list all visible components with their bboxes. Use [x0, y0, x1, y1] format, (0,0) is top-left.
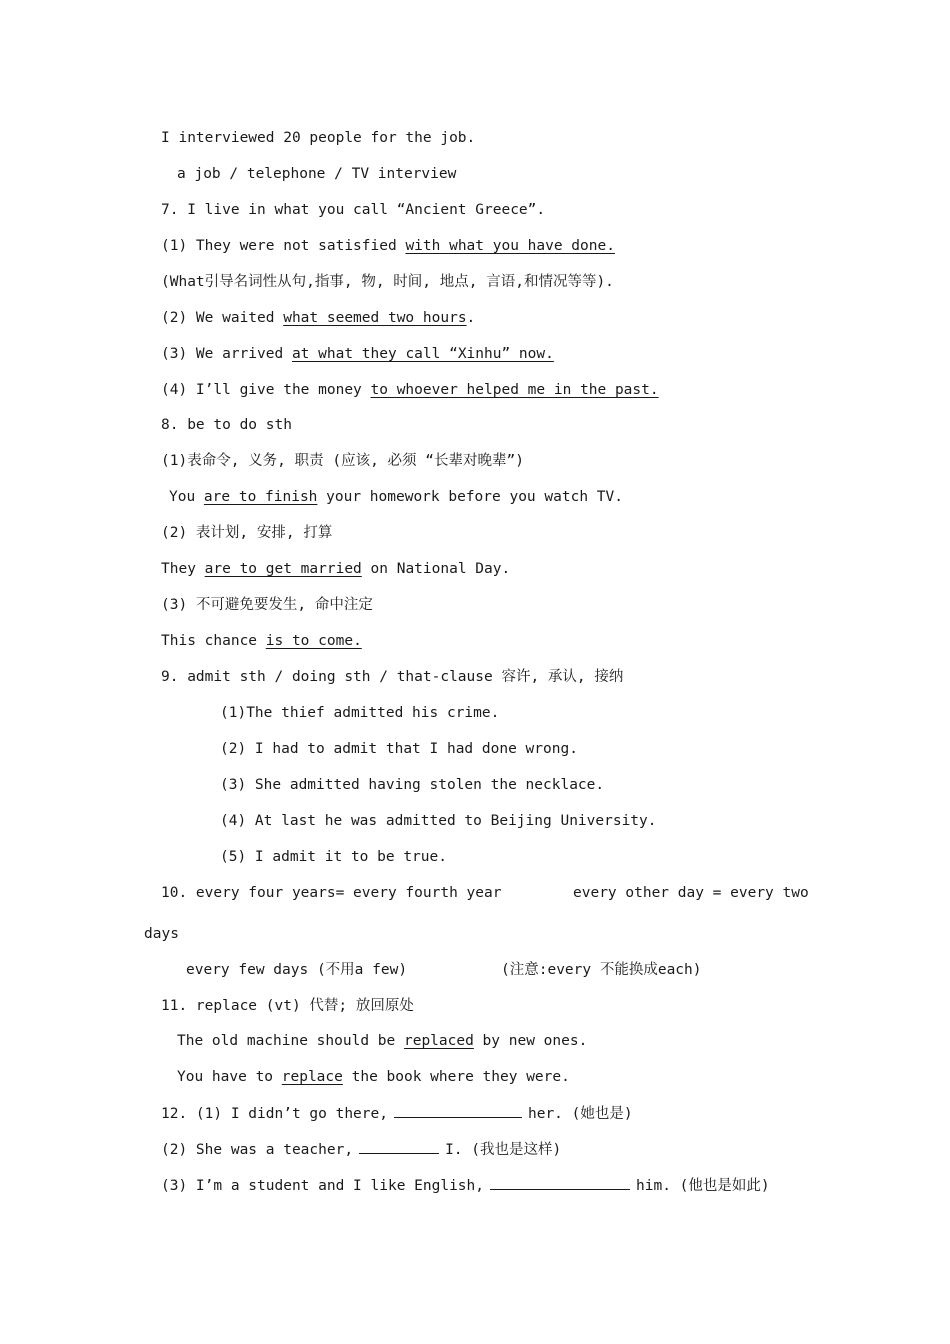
- example-line: [161, 128, 475, 148]
- text: 11. replace (vt) 代替; 放回原处: [161, 998, 414, 1014]
- text: the book where they were.: [342, 1069, 570, 1085]
- example-line: [220, 811, 657, 831]
- text: The old machine should be: [177, 1033, 404, 1049]
- section-heading-7: [161, 200, 545, 220]
- text: (3) I’m a student and I like English,: [161, 1178, 485, 1194]
- text: (3) She admitted having stolen the necklace.: [220, 777, 605, 793]
- underlined-phrase: are to get married: [204, 561, 362, 577]
- section-heading-11: [161, 996, 414, 1016]
- text: by new ones.: [473, 1033, 588, 1049]
- example-line: [177, 1031, 587, 1051]
- note-line: [161, 451, 524, 471]
- text: You have to: [177, 1069, 282, 1085]
- text: 8. be to do sth: [161, 417, 292, 433]
- underlined-phrase: what seemed two hours: [283, 310, 467, 326]
- text: him. (他也是如此): [636, 1178, 770, 1194]
- underlined-phrase: to whoever helped me in the past.: [370, 382, 659, 398]
- example-line: [186, 960, 407, 980]
- example-line: [220, 703, 499, 723]
- text: (2) She was a teacher,: [161, 1142, 354, 1158]
- example-line: [573, 883, 809, 903]
- text: They: [161, 561, 205, 577]
- underlined-phrase: is to come.: [265, 633, 362, 649]
- text: You: [169, 489, 204, 505]
- text: (5) I admit it to be true.: [220, 849, 447, 865]
- text: (4) At last he was admitted to Beijing University.: [220, 813, 657, 829]
- text: (What引导名词性从句,指事, 物, 时间, 地点, 言语,和情况等等).: [161, 274, 614, 290]
- fill-in-blank[interactable]: [394, 1103, 522, 1118]
- note-line: [161, 523, 332, 543]
- underlined-phrase: with what you have done.: [405, 238, 615, 254]
- example-line: [220, 775, 604, 795]
- example-line: [177, 1067, 570, 1087]
- underlined-phrase: replace: [281, 1069, 343, 1085]
- note-line: [161, 272, 614, 292]
- text: every other day = every two: [573, 885, 809, 901]
- exercise-line: [161, 1103, 633, 1124]
- example-line: [161, 631, 362, 651]
- text: (1) They were not satisfied: [161, 238, 406, 254]
- fill-in-blank[interactable]: [359, 1139, 439, 1154]
- underlined-phrase: are to finish: [203, 489, 318, 505]
- text: 7. I live in what you call “Ancient Greece”.: [161, 202, 546, 218]
- text: (3) We arrived: [161, 346, 292, 362]
- text: (2) 表计划, 安排, 打算: [161, 525, 333, 541]
- exercise-line: [161, 1139, 561, 1160]
- underlined-phrase: replaced: [403, 1033, 474, 1049]
- text: (1)表命令, 义务, 职责 (应该, 必须 “长辈对晚辈”): [161, 453, 524, 469]
- section-heading-10: [161, 883, 501, 903]
- text: (3) 不可避免要发生, 命中注定: [161, 597, 373, 613]
- text: 12. (1) I didn’t go there,: [161, 1106, 388, 1122]
- example-line: [161, 236, 615, 256]
- text: (注意:every 不能换成each): [501, 962, 702, 978]
- exercise-line: [161, 1175, 770, 1196]
- text: 9. admit sth / doing sth / that-clause 容许, 承认, 接纳: [161, 669, 624, 685]
- example-line: [220, 739, 578, 759]
- text: (2) I had to admit that I had done wrong.: [220, 741, 578, 757]
- fill-in-blank[interactable]: [490, 1175, 630, 1190]
- example-line: [161, 380, 659, 400]
- text: 10. every four years= every fourth year: [161, 885, 502, 901]
- text: .: [466, 310, 476, 326]
- note-line: [161, 595, 373, 615]
- example-line: [169, 487, 623, 507]
- text: (1)The thief admitted his crime.: [220, 705, 500, 721]
- example-line: [161, 308, 475, 328]
- text: I. (我也是这样): [445, 1142, 562, 1158]
- text: a job / telephone / TV interview: [177, 166, 457, 182]
- section-heading-9: [161, 667, 623, 687]
- example-line: [161, 344, 554, 364]
- text: days: [144, 926, 179, 942]
- text: every few days (不用a few): [186, 962, 408, 978]
- text: This chance: [161, 633, 266, 649]
- text: her. (她也是): [527, 1106, 633, 1122]
- section-heading-8: [161, 415, 292, 435]
- example-line: [161, 559, 510, 579]
- example-line: [177, 164, 456, 184]
- underlined-phrase: at what they call “Xinhu” now.: [291, 346, 554, 362]
- text: on National Day.: [361, 561, 511, 577]
- text: your homework before you watch TV.: [317, 489, 623, 505]
- text: (4) I’ll give the money: [161, 382, 371, 398]
- example-line: [144, 924, 179, 944]
- text: I interviewed 20 people for the job.: [161, 130, 476, 146]
- note-line: [501, 960, 702, 980]
- example-line: [220, 847, 447, 867]
- text: (2) We waited: [161, 310, 284, 326]
